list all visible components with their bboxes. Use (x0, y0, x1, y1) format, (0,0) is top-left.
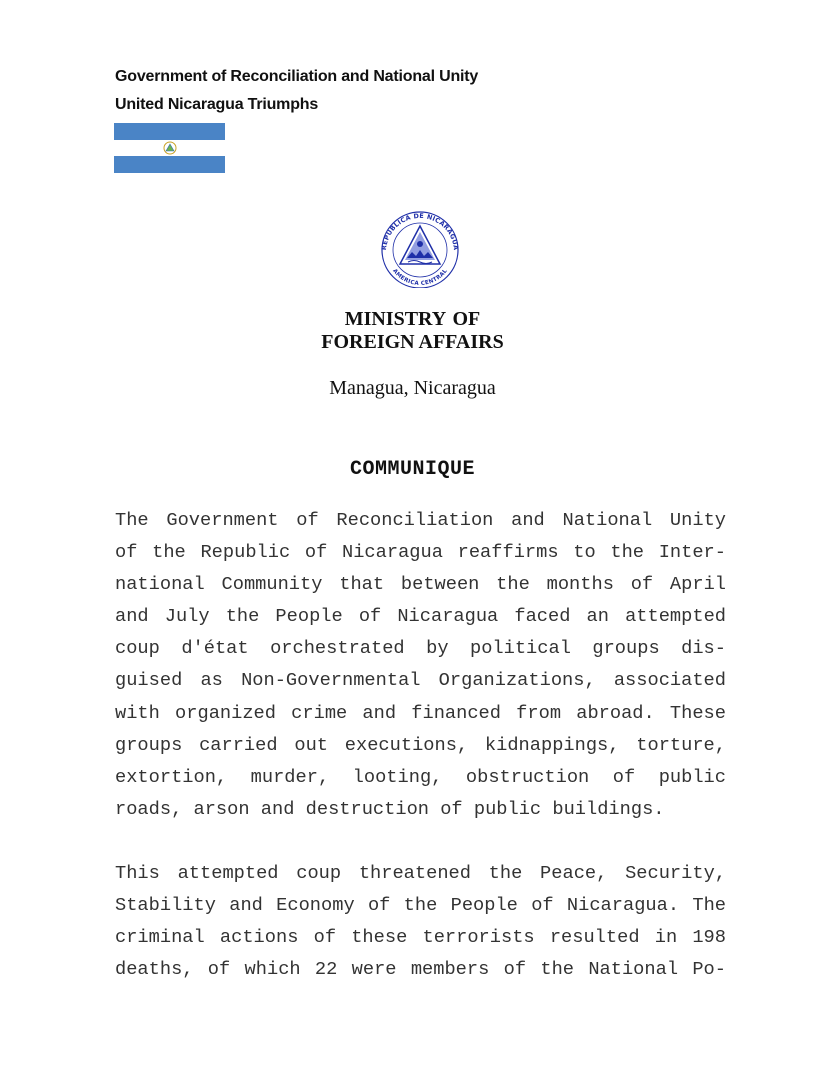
seal-text-top: REPUBLICA DE NICARAGUA (379, 211, 461, 251)
government-name: Government of Reconciliation and National Unity (115, 68, 479, 85)
ministry-title-line1: MINISTRY OF (344, 308, 481, 330)
text-line: of the Republic of Nicaragua reaffirms to the Inter- (115, 541, 726, 564)
seal-text-bottom: AMERICA CENTRAL (391, 268, 449, 287)
flag-emblem-icon (163, 141, 177, 155)
text-line: roads, arson and destruction of public buildings. (115, 797, 665, 820)
text-line: groups carried out executions, kidnappings, torture, (115, 733, 726, 756)
text-line: with organized crime and financed from abroad. These (115, 701, 726, 724)
text-line: and July the People of Nicaragua faced an attempted (115, 605, 726, 628)
coat-of-arms-seal-icon (374, 208, 466, 288)
text-line: The Government of Reconciliation and National Unity (115, 509, 726, 531)
communique-heading: COMMUNIQUE (349, 458, 476, 481)
text-line: This attempted coup threatened the Peace, Security, (115, 862, 726, 884)
nicaragua-flag-icon (114, 123, 225, 173)
svg-text:AMERICA CENTRAL (391, 268, 449, 287)
location-line: Managua, Nicaragua (329, 377, 496, 399)
paragraph-2 (115, 857, 726, 985)
text-line: national Community that between the months of April (115, 573, 726, 596)
paragraph-1 (115, 504, 726, 825)
text-line: criminal actions of these terrorists resulted in 198 (115, 926, 726, 949)
text-line: Stability and Economy of the People of Nicaragua. The (115, 894, 726, 917)
government-slogan: United Nicaragua Triumphs (115, 96, 319, 113)
text-line: coup d'état orchestrated by political groups dis- (115, 637, 726, 660)
text-line: extortion, murder, looting, obstruction of public (115, 765, 726, 788)
text-line: guised as Non-Governmental Organizations, associated (115, 669, 726, 692)
text-line: deaths, of which 22 were members of the National Po- (115, 958, 726, 981)
ministry-title-line2: FOREIGN AFFAIRS (321, 331, 504, 353)
